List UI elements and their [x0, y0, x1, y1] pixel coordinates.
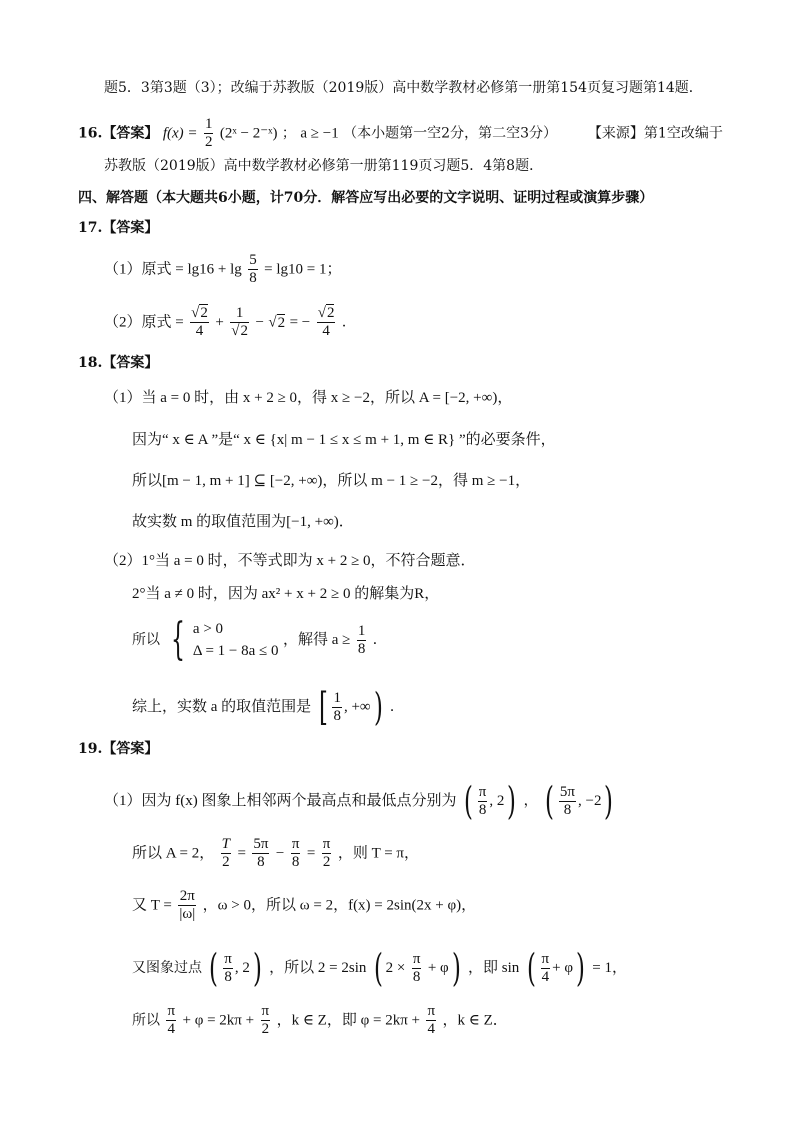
q18-line1: （1）当 a = 0 时，由 x + 2 ≥ 0，得 x ≥ −2，所以 A = [−2, +∞)，	[104, 390, 513, 406]
fraction-1-8-range: $\frac{1}{8}$	[333, 689, 341, 724]
q18-line8: 综上，实数 a 的取值范围是 [ $\frac{1}{8}$ , +∞) ．	[132, 685, 404, 729]
q18-line7: 所以 { a > 0 Δ = 1 − 8a ≤ 0 ，解得 a ≥ $\frac{1}{8}$ ．	[132, 614, 387, 665]
fraction-sqrt2-4: $\frac{√2}{4}$	[191, 305, 208, 339]
q18-line5: （2）1°当 a = 0 时，不等式即为 x + 2 ≥ 0，不符合题意．	[104, 553, 476, 569]
q19-line3: 又 T = $\frac{2\pi}{|\omega|}$ ，ω > 0，所以 ω = 2，f(x) = 2sin(2x + φ)，	[132, 888, 477, 922]
fraction-1-sqrt2: $\frac{1}{√2}$	[231, 305, 249, 339]
q19-line2: 所以 A = 2， $\frac{T}{2}$ = $\frac{5\pi}{8}$ − $\frac{\pi}{8}$ = $\frac{\pi}{2}$ ，则 T = π，	[132, 836, 420, 870]
q19-line4: 又图象过点 ( $\frac{\pi}{8}$ , 2) ，所以 2 = 2sin ( 2 × $\frac{\pi}{8}$ + φ) ，即 sin ( $\frac{\pi}{4}$ + φ) = 1，	[132, 946, 627, 990]
q18-label: 18.【答案】	[78, 355, 159, 371]
fraction-2pi-omega: $\frac{2\pi}{|\omega|}$	[179, 888, 196, 922]
q16-score-note: （本小题第一空2分，第二空3分）	[343, 125, 557, 142]
q16-source: 【来源】第1空改编于	[587, 125, 723, 142]
fraction-pi-8: $\frac{\pi}{8}$	[478, 783, 487, 818]
q18-line6: 2°当 a ≠ 0 时，因为 ax² + x + 2 ≥ 0 的解集为R，	[132, 586, 440, 602]
q19-line5: 所以 $\frac{\pi}{4}$ + φ = 2kπ + $\frac{\pi}{2}$ ，k ∈ Z，即 φ = 2kπ + $\frac{\pi}{4}$ ，k ∈ Z．	[132, 1003, 508, 1037]
q17-part1: （1）原式 = lg16 + lg $\frac{5}{8}$ = lg10 = 1；	[104, 252, 342, 286]
q15-source-line: 题5．3第3题（3）；改编于苏教版（2019版）高中数学教材必修第一册第154页复习题第14题．	[104, 80, 703, 96]
q16-condition: a ≥ −1	[300, 125, 339, 142]
q17-label: 17.【答案】	[78, 220, 159, 236]
q18-line2: 因为“ x ∈ A ”是“ x ∈ {x| m − 1 ≤ x ≤ m + 1, m ∈ R} ”的必要条件，	[132, 432, 556, 448]
q18-line3: 所以[m − 1, m + 1] ⊆ [−2, +∞)，所以 m − 1 ≥ −2，得 m ≥ −1，	[132, 473, 531, 489]
fraction-half: $\frac{1}{2}$	[204, 116, 213, 150]
section-4-heading: 四、解答题（本大题共6小题，计70分．解答应写出必要的文字说明、证明过程或演算步骤）	[78, 190, 654, 206]
brace-icon: {	[171, 614, 186, 665]
fraction-T-2: $\frac{T}{2}$	[221, 836, 231, 870]
q17-part2: （2）原式 = $\frac{√2}{4}$ + $\frac{1}{√2}$ − √2 = − $\frac{√2}{4}$ ．	[104, 305, 356, 339]
q16-answer-line: 16.【答案】 f(x) = $\frac{1}{2}$ (2ˣ − 2⁻ˣ) ； a ≥ −1 （本小题第一空2分，第二空3分） 【来源】第1空改编于	[78, 116, 723, 150]
fraction-5-8: $\frac{5}{8}$	[249, 252, 257, 286]
fraction-5pi-8: $\frac{5\pi}{8}$	[559, 783, 575, 818]
q19-label: 19.【答案】	[78, 741, 159, 757]
q16-label: 16.【答案】	[78, 125, 159, 142]
q18-line4: 故实数 m 的取值范围为[−1, +∞)．	[132, 514, 354, 530]
fraction-sqrt2-4-result: $\frac{√2}{4}$	[317, 305, 335, 339]
q16-source-cont: 苏教版（2019版）高中数学教材必修第一册第119页习题5．4第8题．	[104, 158, 544, 174]
q16-expression: (2ˣ − 2⁻ˣ)	[219, 125, 278, 142]
inequality-system: a > 0 Δ = 1 − 8a ≤ 0	[192, 621, 279, 659]
fraction-1-8: $\frac{1}{8}$	[357, 622, 366, 657]
q19-line1: （1）因为 f(x) 图象上相邻两个最高点和最低点分别为 ( $\frac{\pi}{8}$ , 2) ， ( $\frac{5\pi}{8}$ , −2)	[104, 779, 614, 823]
